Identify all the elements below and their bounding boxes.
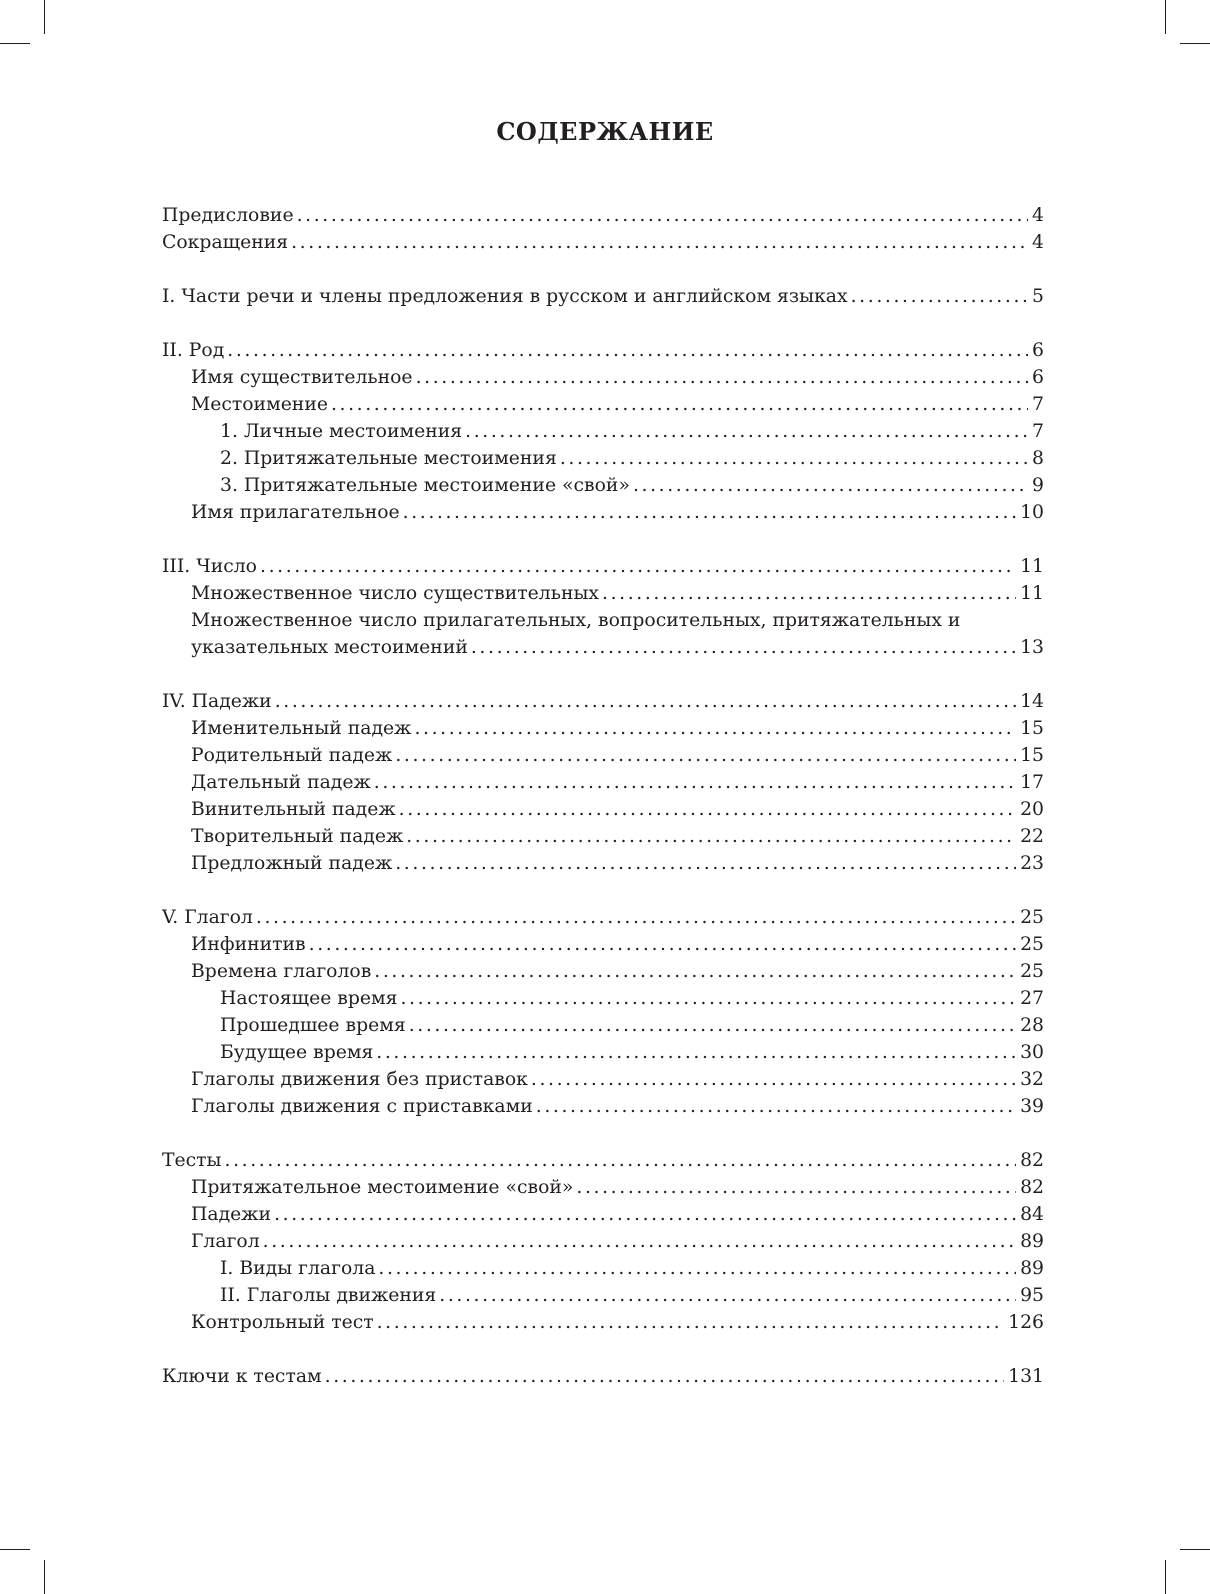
- toc-entry-label: Прошедшее время: [220, 1015, 406, 1036]
- dot-leader: [378, 1255, 1016, 1282]
- toc-entry-label: Тесты: [162, 1150, 222, 1171]
- toc-entry-label: Творительный падеж: [191, 826, 404, 847]
- toc-section: [162, 904, 1044, 1120]
- toc-entry-label: 2. Притяжательные местоимения: [220, 448, 557, 469]
- toc-page-number: 7: [1032, 394, 1044, 415]
- toc-entry[interactable]: [162, 1012, 1044, 1039]
- toc-page-number: 6: [1032, 367, 1044, 388]
- toc-entry[interactable]: [162, 634, 1044, 661]
- dot-leader: [471, 634, 1016, 661]
- toc-page-number: 20: [1020, 799, 1044, 820]
- toc-entry[interactable]: [162, 904, 1044, 931]
- toc-entry[interactable]: [162, 364, 1044, 391]
- toc-entry-label: Инфинитив: [191, 934, 306, 955]
- toc-page-number: 89: [1020, 1231, 1044, 1252]
- toc-entry-label: V. Глагол: [162, 907, 253, 928]
- dot-leader: [395, 850, 1016, 877]
- toc-entry-label: Имя прилагательное: [191, 502, 400, 523]
- toc-entry-label: Множественное число существительных: [191, 583, 599, 604]
- toc-entry-label: Контрольный тест: [191, 1312, 374, 1333]
- toc-entry[interactable]: [162, 418, 1044, 445]
- toc-entry[interactable]: [162, 742, 1044, 769]
- dot-leader: [409, 1012, 1016, 1039]
- toc-page-number: 6: [1032, 340, 1044, 361]
- crop-mark: [1165, 1560, 1166, 1594]
- toc-entry-label: 1. Личные местоимения: [220, 421, 463, 442]
- dot-leader: [331, 391, 1028, 418]
- page-title: СОДЕРЖАНИЕ: [496, 117, 714, 146]
- toc-page-number: 4: [1032, 205, 1044, 226]
- toc-entry[interactable]: [162, 229, 1044, 256]
- crop-mark: [0, 43, 30, 44]
- toc-entry-label: Родительный падеж: [191, 745, 393, 766]
- dot-leader: [377, 1309, 1005, 1336]
- toc-page-number: 17: [1020, 772, 1044, 793]
- toc-entry[interactable]: [162, 985, 1044, 1012]
- dot-leader: [414, 715, 1016, 742]
- toc-entry-label: Предложный падеж: [191, 853, 393, 874]
- dot-leader: [374, 958, 1016, 985]
- dot-leader: [400, 985, 1016, 1012]
- toc-entry[interactable]: [162, 1147, 1044, 1174]
- toc-page-number: 14: [1020, 691, 1044, 712]
- toc-entry-label: II. Глаголы движения: [220, 1285, 437, 1306]
- toc-page-number: 25: [1020, 934, 1044, 955]
- toc-entry-label: указательных местоимений: [191, 637, 468, 658]
- toc-entry-label: Сокращения: [162, 232, 289, 253]
- toc-entry[interactable]: [162, 472, 1044, 499]
- dot-leader: [309, 931, 1016, 958]
- dot-leader: [291, 229, 1028, 256]
- toc-entry[interactable]: [162, 850, 1044, 877]
- toc-entry[interactable]: [162, 283, 1044, 310]
- toc-entry[interactable]: [162, 202, 1044, 229]
- toc-page-number: 89: [1020, 1258, 1044, 1279]
- toc-section: [162, 337, 1044, 526]
- toc-page-number: 82: [1020, 1177, 1044, 1198]
- table-of-contents: [162, 202, 1044, 1417]
- toc-entry-label: I. Части речи и члены предложения в русском и английском языках: [162, 286, 848, 307]
- toc-page-number: 27: [1020, 988, 1044, 1009]
- toc-entry-label: Множественное число прилагательных, вопросительных, притяжательных и: [191, 610, 961, 631]
- dot-leader: [851, 283, 1028, 310]
- toc-page-number: 5: [1032, 286, 1044, 307]
- toc-entry-label: Времена глаголов: [191, 961, 372, 982]
- toc-entry[interactable]: [162, 1201, 1044, 1228]
- toc-entry-label: Глаголы движения без приставок: [191, 1069, 528, 1090]
- dot-leader: [227, 337, 1028, 364]
- toc-entry-label: Именительный падеж: [191, 718, 412, 739]
- toc-entry[interactable]: [162, 580, 1044, 607]
- toc-entry[interactable]: [162, 796, 1044, 823]
- toc-page-number: 30: [1020, 1042, 1044, 1063]
- toc-entry[interactable]: [162, 1093, 1044, 1120]
- toc-entry[interactable]: [162, 823, 1044, 850]
- toc-section: [162, 688, 1044, 877]
- toc-section: [162, 1363, 1044, 1390]
- dot-leader: [602, 580, 1016, 607]
- toc-entry-label: Глагол: [191, 1231, 260, 1252]
- crop-mark: [0, 1549, 30, 1550]
- toc-entry[interactable]: [162, 1066, 1044, 1093]
- toc-page-number: 84: [1020, 1204, 1044, 1225]
- crop-mark: [44, 0, 45, 34]
- crop-mark: [44, 1560, 45, 1594]
- toc-entry-label: Дательный падеж: [191, 772, 371, 793]
- dot-leader: [560, 445, 1028, 472]
- toc-page-number: 10: [1020, 502, 1044, 523]
- toc-page-number: 9: [1032, 475, 1044, 496]
- toc-entry-label: Притяжательное местоимение «свой»: [191, 1177, 574, 1198]
- toc-page-number: 126: [1008, 1312, 1044, 1333]
- toc-entry[interactable]: [162, 1174, 1044, 1201]
- toc-page-number: 32: [1020, 1069, 1044, 1090]
- toc-section: [162, 283, 1044, 310]
- toc-entry[interactable]: [162, 958, 1044, 985]
- toc-entry[interactable]: [162, 715, 1044, 742]
- toc-page-number: 7: [1032, 421, 1044, 442]
- toc-page-number: 39: [1020, 1096, 1044, 1117]
- toc-entry-label: III. Число: [162, 556, 257, 577]
- dot-leader: [536, 1093, 1016, 1120]
- dot-leader: [275, 688, 1016, 715]
- toc-entry-label: Имя существительное: [191, 367, 413, 388]
- toc-entry[interactable]: [162, 445, 1044, 472]
- toc-entry[interactable]: [162, 1228, 1044, 1255]
- toc-entry-label: Глаголы движения с приставками: [191, 1096, 533, 1117]
- toc-page-number: 15: [1020, 745, 1044, 766]
- dot-leader: [531, 1066, 1016, 1093]
- toc-entry[interactable]: [162, 931, 1044, 958]
- toc-page-number: 11: [1020, 583, 1044, 604]
- toc-entry-line: [162, 607, 1044, 634]
- toc-entry[interactable]: [162, 1039, 1044, 1066]
- toc-entry-label: Настоящее время: [220, 988, 398, 1009]
- toc-entry-label: Винительный падеж: [191, 799, 396, 820]
- dot-leader: [376, 1039, 1016, 1066]
- toc-page-number: 22: [1020, 826, 1044, 847]
- toc-entry[interactable]: [162, 1363, 1044, 1390]
- toc-page-number: 28: [1020, 1015, 1044, 1036]
- toc-entry[interactable]: [162, 1255, 1044, 1282]
- toc-entry[interactable]: [162, 769, 1044, 796]
- toc-entry-label: II. Род: [162, 340, 225, 361]
- dot-leader: [633, 472, 1028, 499]
- dot-leader: [256, 904, 1016, 931]
- dot-leader: [406, 823, 1016, 850]
- toc-entry-label: Падежи: [191, 1204, 272, 1225]
- dot-leader: [416, 364, 1028, 391]
- toc-page-number: 25: [1020, 907, 1044, 928]
- dot-leader: [576, 1174, 1016, 1201]
- toc-section: [162, 553, 1044, 661]
- toc-page-number: 25: [1020, 961, 1044, 982]
- dot-leader: [439, 1282, 1016, 1309]
- dot-leader: [399, 796, 1016, 823]
- dot-leader: [263, 1228, 1016, 1255]
- toc-page-number: 11: [1020, 556, 1044, 577]
- toc-entry[interactable]: [162, 1282, 1044, 1309]
- dot-leader: [225, 1147, 1017, 1174]
- toc-entry-label: IV. Падежи: [162, 691, 272, 712]
- dot-leader: [374, 769, 1016, 796]
- dot-leader: [465, 418, 1028, 445]
- toc-entry-label: Местоимение: [191, 394, 328, 415]
- toc-entry-label: 3. Притяжательные местоимение «свой»: [220, 475, 630, 496]
- toc-page-number: 4: [1032, 232, 1044, 253]
- dot-leader: [325, 1363, 1004, 1390]
- toc-entry[interactable]: [162, 499, 1044, 526]
- toc-section: [162, 202, 1044, 256]
- toc-entry[interactable]: [162, 1309, 1044, 1336]
- toc-page-number: 95: [1020, 1285, 1044, 1306]
- toc-page-number: 13: [1020, 637, 1044, 658]
- crop-mark: [1180, 43, 1210, 44]
- toc-entry-label: I. Виды глагола: [220, 1258, 376, 1279]
- dot-leader: [395, 742, 1016, 769]
- toc-entry[interactable]: [162, 553, 1044, 580]
- dot-leader: [297, 202, 1028, 229]
- toc-section: [162, 1147, 1044, 1336]
- toc-entry-label: Ключи к тестам: [162, 1366, 322, 1387]
- dot-leader: [403, 499, 1016, 526]
- toc-entry[interactable]: [162, 337, 1044, 364]
- toc-page-number: 15: [1020, 718, 1044, 739]
- toc-entry[interactable]: [162, 391, 1044, 418]
- toc-page-number: 131: [1008, 1366, 1044, 1387]
- dot-leader: [260, 553, 1016, 580]
- toc-page-number: 8: [1032, 448, 1044, 469]
- toc-page-number: 82: [1020, 1150, 1044, 1171]
- toc-entry[interactable]: [162, 688, 1044, 715]
- toc-page-number: 23: [1020, 853, 1044, 874]
- crop-mark: [1180, 1549, 1210, 1550]
- toc-entry-label: Будущее время: [220, 1042, 374, 1063]
- dot-leader: [274, 1201, 1016, 1228]
- crop-mark: [1165, 0, 1166, 34]
- toc-entry-label: Предисловие: [162, 205, 294, 226]
